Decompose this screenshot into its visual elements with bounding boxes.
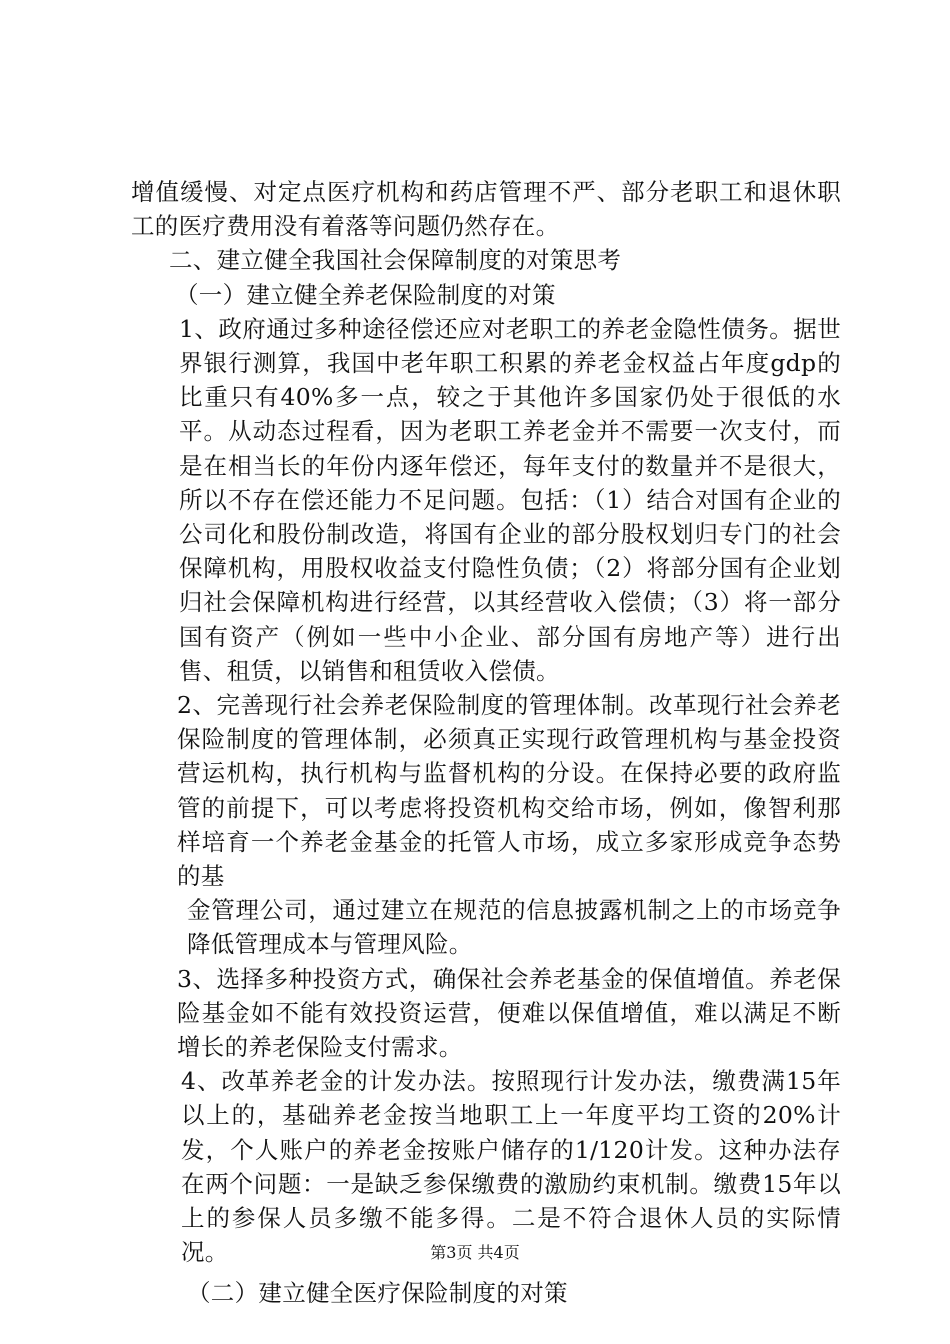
document-body [131, 175, 841, 1310]
paragraph-item-1: 1、政府通过多种途径偿还应对老职工的养老金隐性债务。据世界银行测算，我国中老年职工积累的养老金权益占年度gdp的比重只有40%多一点，较之于其他许多国家仍处于很低的水平。从动态过程看，因为老职工养老金并不需要一次支付，而是在相当长的年份内逐年偿还，每年支付的数量并不是很大，所以不存在偿还能力不足问题。包括：（1）结合对国有企业的公司化和股份制改造，将国有企业的部分股权划归专门的社会保障机构，用股权收益支付隐性负债；（2）将部分国有企业划归社会保障机构进行经营，以其经营收入偿债；（3）将一部分国有资产（例如一些中小企业、部分国有房地产等）进行出售、租赁，以销售和租赁收入偿债。 [179, 314, 841, 685]
subsection-heading-pension: （一）建立健全养老保险制度的对策 [175, 280, 556, 309]
paragraph-item-4: 4、改革养老金的计发办法。按照现行计发办法，缴费满15年以上的，基础养老金按当地职工上一年度平均工资的20%计发，个人账户的养老金按账户储存的1/120计发。这种办法存在两个问题：一是缺乏参保缴费的激励约束机制。缴费15年以上的参保人员多缴不能多得。二是不符合退休人员的实际情况。 [181, 1067, 841, 1267]
subsection-heading-medical: （二）建立健全医疗保险制度的对策 [187, 1278, 568, 1307]
paragraph-item-3: 3、选择多种投资方式，确保社会养老基金的保值增值。养老保险基金如不能有效投资运营，便难以保值增值，难以满足不断增长的养老保险支付需求。 [177, 964, 841, 1062]
section-heading: 二、建立健全我国社会保障制度的对策思考 [169, 246, 622, 275]
page-number-footer: 第3页 共4页 [430, 1243, 520, 1262]
paragraph-continuation: 增值缓慢、对定点医疗机构和药店管理不严、部分老职工和退休职工的医疗费用没有着落等问题仍然存在。 [131, 178, 841, 241]
paragraph-item-2-continued: 金管理公司，通过建立在规范的信息披露机制之上的市场竞争降低管理成本与管理风险。 [187, 896, 841, 959]
paragraph-item-2: 2、完善现行社会养老保险制度的管理体制。改革现行社会养老保险制度的管理体制，必须真正实现行政管理机构与基金投资营运机构，执行机构与监督机构的分设。在保持必要的政府监管的前提下，可以考虑将投资机构交给市场，例如，像智利那样培育一个养老金基金的托管人市场，成立多家形成竞争态势的基 [177, 691, 841, 891]
